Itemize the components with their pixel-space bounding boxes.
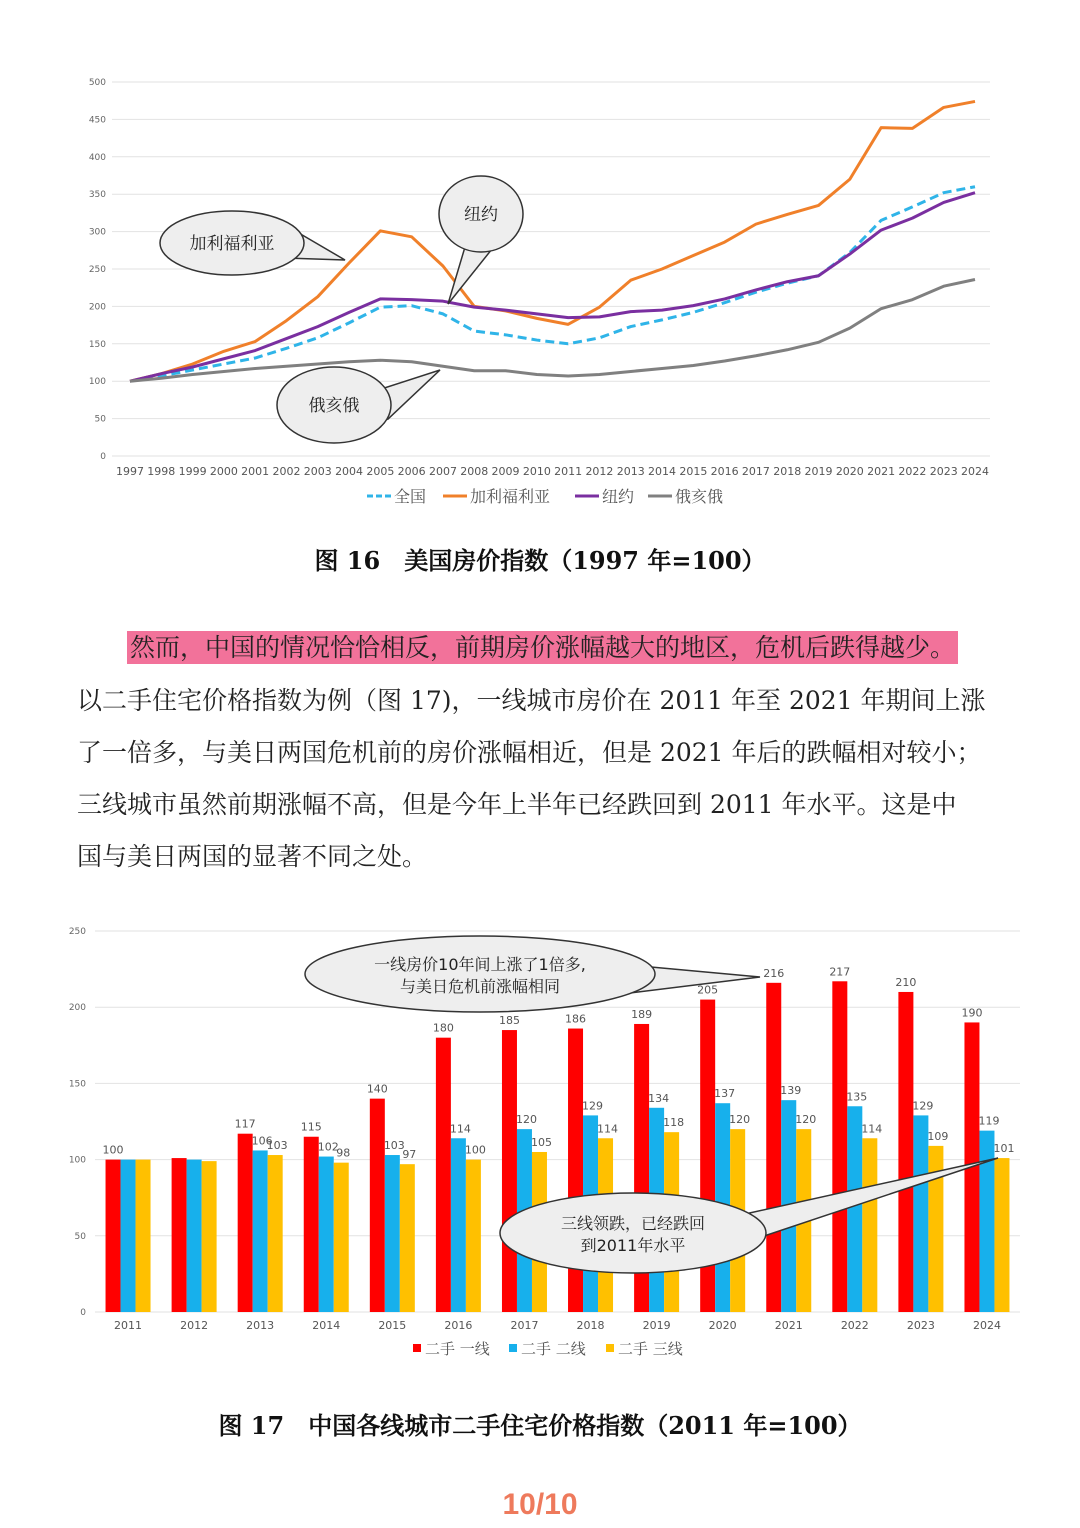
bar: [319, 1157, 334, 1312]
data-label: 103: [383, 1139, 405, 1153]
data-label: 190: [961, 1006, 983, 1020]
data-label: 189: [631, 1007, 653, 1021]
paragraph-line: 国与美日两国的显著不同之处。: [77, 842, 428, 871]
highlighted-sentence: 然而，中国的情况恰恰相反，前期房价涨幅越大的地区，危机后跌得越少。: [127, 631, 958, 664]
bar: [862, 1138, 877, 1312]
bar: [913, 1115, 928, 1312]
y-tick-label: 450: [88, 115, 106, 126]
x-tick-label: 2003: [303, 465, 332, 478]
figure-17-caption: 图 17 中国各线城市二手住宅价格指数（2011 年=100）: [218, 1411, 862, 1440]
bar: [847, 1106, 862, 1312]
x-tick-label: 1998: [147, 465, 176, 478]
bar: [466, 1160, 481, 1312]
x-tick-label: 2006: [397, 465, 426, 478]
x-tick-label: 2015: [679, 465, 708, 478]
data-label: 105: [530, 1135, 552, 1149]
x-tick-label: 2024: [972, 1319, 1001, 1332]
x-tick-label: 2015: [378, 1319, 407, 1332]
callout-text-line: 一线房价10年间上涨了1倍多,: [374, 955, 586, 974]
x-tick-label: 2012: [180, 1319, 209, 1332]
y-tick-label: 100: [68, 1155, 86, 1166]
data-label: 101: [993, 1142, 1015, 1156]
data-label: 137: [714, 1087, 736, 1101]
data-label: 114: [449, 1122, 471, 1136]
y-tick-label: 150: [88, 339, 106, 350]
page-number: 10/10: [502, 1488, 578, 1521]
bar: [994, 1158, 1009, 1312]
x-tick-label: 2022: [840, 1319, 869, 1332]
bar: [238, 1134, 253, 1312]
data-label: 100: [464, 1143, 486, 1157]
legend-swatch: [413, 1344, 421, 1352]
data-label: 100: [102, 1143, 124, 1157]
data-label: 216: [763, 966, 785, 980]
data-label: 129: [912, 1099, 934, 1113]
paragraph-line: 了一倍多，与美日两国危机前的房价涨幅相近，但是 2021 年后的跌幅相对较小；: [77, 738, 982, 767]
x-tick-label: 2004: [335, 465, 364, 478]
data-label: 120: [515, 1113, 537, 1127]
x-tick-label: 2016: [710, 465, 739, 478]
y-tick-label: 100: [88, 377, 106, 388]
bar: [202, 1161, 217, 1312]
x-tick-label: 2023: [929, 465, 958, 478]
callout-bubble: [500, 1193, 766, 1273]
legend-label: 全国: [394, 487, 427, 506]
x-tick-label: 2023: [906, 1319, 935, 1332]
x-tick-label: 2014: [648, 465, 677, 478]
bar: [898, 992, 913, 1312]
x-tick-label: 2000: [209, 465, 238, 478]
x-tick-label: 2002: [272, 465, 301, 478]
callout-text-line: 到2011年水平: [580, 1236, 686, 1255]
x-tick-label: 2013: [616, 465, 645, 478]
us-house-price-line-chart: [0, 62, 1080, 522]
data-label: 119: [978, 1114, 1000, 1128]
figure-16-caption: 图 16 美国房价指数（1997 年=100）: [314, 546, 766, 575]
bar: [268, 1155, 283, 1312]
y-tick-label: 200: [88, 302, 106, 313]
data-label: 114: [597, 1122, 619, 1136]
data-label: 118: [663, 1116, 685, 1130]
x-tick-label: 2017: [741, 465, 770, 478]
data-label: 210: [895, 975, 917, 989]
newyork-callout: [439, 176, 523, 304]
data-label: 129: [582, 1099, 604, 1113]
tier1-callout: [305, 936, 760, 1012]
data-label: 135: [846, 1090, 868, 1104]
data-label: 103: [266, 1139, 288, 1153]
paragraph-line: 三线城市虽然前期涨幅不高，但是今年上半年已经跌回到 2011 年水平。这是中: [77, 790, 957, 819]
y-tick-label: 300: [88, 227, 106, 238]
x-tick-label: 2001: [241, 465, 270, 478]
x-tick-label: 2020: [708, 1319, 737, 1332]
x-tick-label: 1997: [116, 465, 144, 478]
bar: [400, 1164, 415, 1312]
bar: [136, 1160, 151, 1312]
data-label: 185: [498, 1014, 520, 1028]
x-tick-label: 2011: [114, 1319, 143, 1332]
data-label: 139: [780, 1084, 802, 1098]
callout-tail: [448, 247, 492, 304]
x-tick-label: 2018: [576, 1319, 605, 1332]
bar: [385, 1155, 400, 1312]
bar: [832, 981, 847, 1312]
series-line: [130, 279, 975, 381]
bar: [106, 1160, 121, 1312]
data-label: 205: [697, 983, 719, 997]
x-tick-label: 2008: [460, 465, 489, 478]
y-tick-label: 500: [88, 78, 106, 88]
china-resale-price-bar-chart: [0, 918, 1080, 1368]
y-tick-label: 350: [88, 190, 106, 201]
x-tick-label: 2012: [585, 465, 614, 478]
bar: [121, 1160, 136, 1312]
data-label: 140: [366, 1082, 388, 1096]
paragraph-highlight-line: [127, 628, 958, 664]
y-tick-label: 150: [68, 1079, 86, 1090]
x-tick-label: 2017: [510, 1319, 539, 1332]
data-label: 186: [565, 1012, 587, 1026]
data-label: 114: [861, 1122, 883, 1136]
x-tick-label: 2024: [961, 465, 989, 478]
callout-text: 加利福利亚: [189, 234, 275, 254]
legend-label: 加利福利亚: [470, 487, 551, 506]
legend-label: 二手 二线: [521, 1340, 586, 1358]
bar: [979, 1131, 994, 1312]
x-tick-label: 2018: [773, 465, 802, 478]
data-label: 180: [432, 1021, 454, 1035]
bar: [451, 1138, 466, 1312]
legend-label: 二手 三线: [618, 1340, 683, 1358]
y-tick-label: 250: [68, 927, 86, 937]
data-label: 102: [317, 1140, 339, 1154]
legend-label: 纽约: [602, 487, 635, 506]
legend-swatch: [509, 1344, 517, 1352]
data-label: 134: [648, 1091, 670, 1105]
data-label: 120: [729, 1113, 751, 1127]
legend-swatch: [606, 1344, 614, 1352]
legend-label: 二手 一线: [425, 1340, 490, 1358]
data-label: 109: [927, 1129, 949, 1143]
california-callout: [160, 211, 345, 275]
x-tick-label: 2011: [554, 465, 583, 478]
callout-bubble: [305, 936, 655, 1012]
x-tick-label: 2005: [366, 465, 395, 478]
y-tick-label: 0: [80, 1308, 86, 1318]
bar: [304, 1137, 319, 1312]
callout-text-line: 与美日危机前涨幅相同: [399, 977, 561, 996]
x-tick-label: 2021: [867, 465, 896, 478]
callout-text: 俄亥俄: [308, 396, 360, 416]
y-tick-label: 0: [100, 452, 106, 462]
data-label: 115: [300, 1120, 322, 1134]
bar: [436, 1038, 451, 1312]
x-tick-label: 1999: [178, 465, 207, 478]
bar: [172, 1158, 187, 1312]
bar: [253, 1150, 268, 1312]
bar: [766, 983, 781, 1312]
data-label: 97: [402, 1148, 417, 1162]
data-label: 120: [795, 1113, 817, 1127]
bar: [187, 1160, 202, 1312]
y-tick-label: 50: [74, 1231, 86, 1242]
x-tick-label: 2014: [312, 1319, 341, 1332]
callout-text-line: 三线领跌，已经跌回: [560, 1214, 706, 1233]
x-tick-label: 2013: [246, 1319, 275, 1332]
paragraph-line: 以二手住宅价格指数为例（图 17)，一线城市房价在 2011 年至 2021 年期间上涨: [77, 686, 986, 715]
bar: [334, 1163, 349, 1312]
x-tick-label: 2020: [835, 465, 864, 478]
y-tick-label: 400: [88, 152, 106, 163]
legend-label: 俄亥俄: [675, 487, 724, 506]
data-label: 98: [336, 1146, 351, 1160]
x-tick-label: 2010: [522, 465, 551, 478]
y-tick-label: 250: [88, 265, 106, 275]
data-label: 106: [251, 1134, 273, 1148]
x-tick-label: 2021: [774, 1319, 803, 1332]
x-tick-label: 2016: [444, 1319, 473, 1332]
x-tick-label: 2009: [491, 465, 520, 478]
x-tick-label: 2007: [428, 465, 457, 478]
y-tick-label: 200: [68, 1003, 86, 1014]
data-label: 117: [234, 1117, 256, 1131]
x-tick-label: 2019: [642, 1319, 671, 1332]
y-tick-label: 50: [94, 414, 106, 425]
bar: [370, 1099, 385, 1312]
callout-text: 纽约: [464, 205, 498, 225]
x-tick-label: 2022: [898, 465, 927, 478]
data-label: 217: [829, 965, 851, 979]
x-tick-label: 2019: [804, 465, 833, 478]
bar: [502, 1030, 517, 1312]
ohio-callout: [277, 367, 440, 443]
